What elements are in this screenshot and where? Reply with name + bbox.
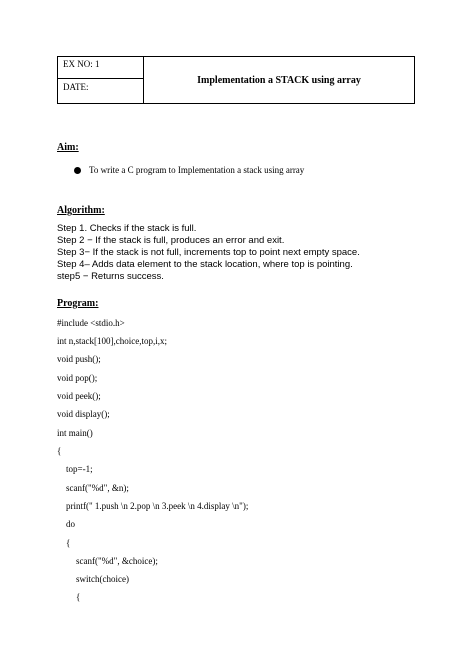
code-line: int main()	[57, 428, 93, 438]
bullet-icon	[74, 167, 81, 174]
algorithm-step: step5 − Returns success.	[57, 271, 164, 282]
code-line: {	[76, 592, 81, 602]
date-cell: DATE:	[63, 82, 89, 92]
aim-heading: Aim:	[57, 142, 79, 153]
code-line: void pop();	[57, 373, 98, 383]
code-line: top=-1;	[66, 464, 93, 474]
code-line: scanf("%d", &choice);	[76, 556, 158, 566]
header-table	[57, 56, 415, 104]
code-line: do	[66, 519, 75, 529]
algorithm-step: Step 1. Checks if the stack is full.	[57, 223, 197, 234]
code-line: int n,stack[100],choice,top,i,x;	[57, 336, 167, 346]
aim-item	[74, 165, 304, 175]
code-line: {	[57, 446, 62, 456]
aim-text: To write a C program to Implementation a stack using array	[89, 165, 305, 175]
program-heading: Program:	[57, 298, 99, 309]
experiment-title: Implementation a STACK using array	[197, 74, 361, 86]
code-line: #include <stdio.h>	[57, 318, 125, 328]
code-line: switch(choice)	[76, 574, 129, 584]
algorithm-heading: Algorithm:	[57, 205, 105, 216]
code-line: void peek();	[57, 391, 101, 401]
ex-no-cell: EX NO: 1	[58, 57, 143, 79]
code-line: {	[66, 538, 71, 548]
code-line: printf(" 1.push \n 2.pop \n 3.peek \n 4.display \n");	[66, 501, 249, 511]
algorithm-step: Step 4– Adds data element to the stack location, where top is pointing.	[57, 259, 353, 270]
code-line: void push();	[57, 354, 101, 364]
code-line: scanf("%d", &n);	[66, 483, 129, 493]
header-left-column	[58, 57, 144, 103]
code-line: void display();	[57, 409, 110, 419]
algorithm-step: Step 3− If the stack is not full, increments top to point next empty space.	[57, 247, 360, 258]
algorithm-steps	[57, 223, 360, 283]
algorithm-step: Step 2 − If the stack is full, produces an error and exit.	[57, 235, 285, 246]
